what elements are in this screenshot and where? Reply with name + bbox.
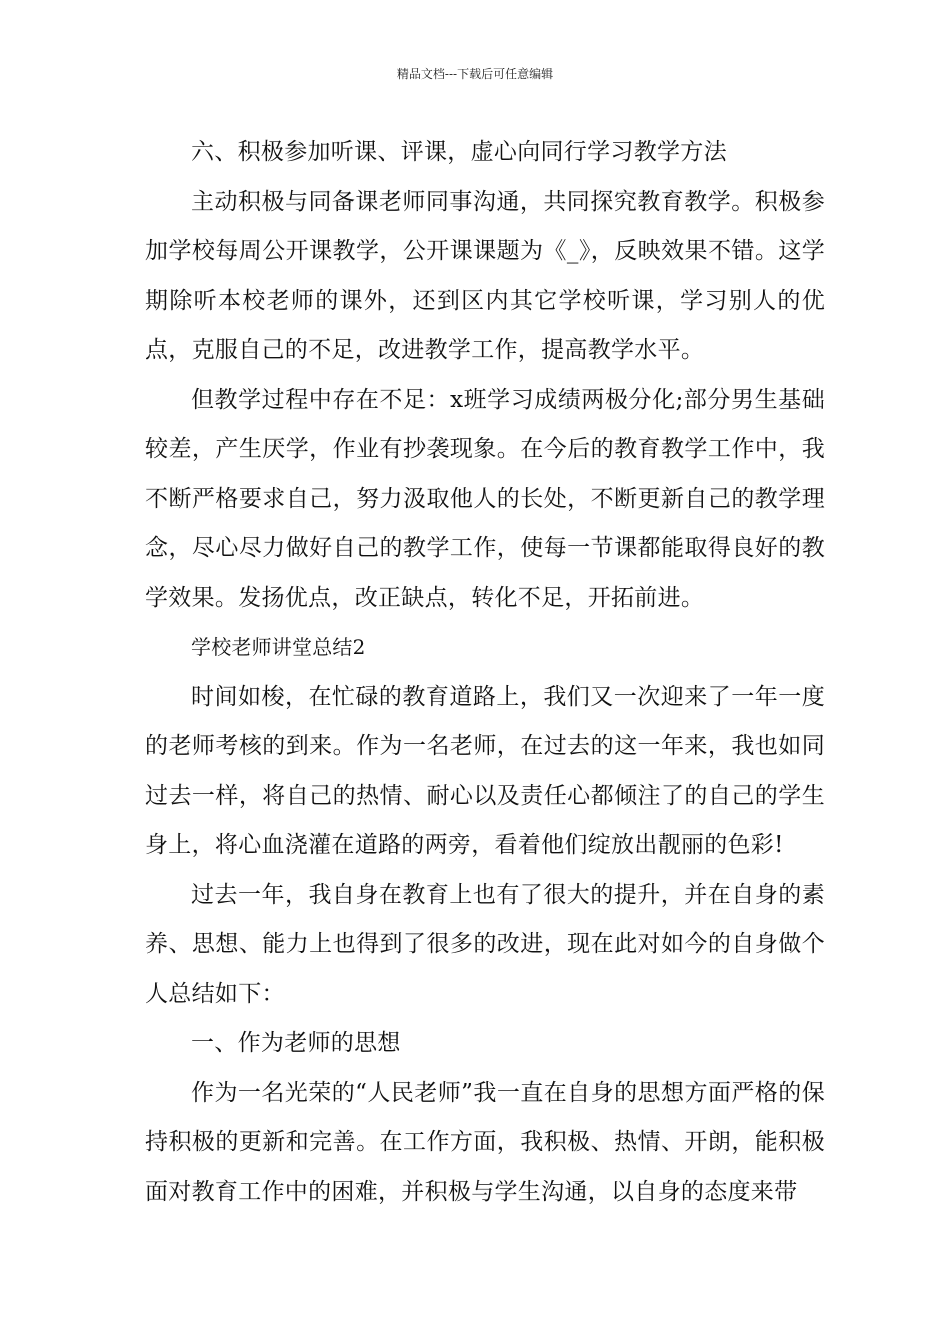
article-title-2: 学校老师讲堂总结2 [191,635,366,659]
document-body [145,128,825,1217]
section-heading-1: 一、作为老师的思想 [191,1030,401,1056]
paragraph-shortcomings: 但教学过程中存在不足：x班学习成绩两极分化;部分男生基础较差，产生厌学，作业有抄袭现象。在今后的教育教学工作中，我不断严格要求自己，努力汲取他人的长处，不断更新自己的教学理念，尽心尽力做好自己的教学工作，使每一节课都能取得良好的教学效果。发扬优点，改正缺点，转化不足，开拓前进。 [145,386,825,611]
section-heading-6: 六、积极参加听课、评课，虚心向同行学习教学方法 [191,139,727,165]
paragraph-lesson-observation: 主动积极与同备课老师同事沟通，共同探究教育教学。积极参加学校每周公开课教学，公开课课题为《_》，反映效果不错。这学期除听本校老师的课外，还到区内其它学校听课，学习别人的优点，克服自己的不足，改进教学工作，提高教学水平。 [145,188,825,363]
paragraph-summary-intro: 过去一年，我自身在教育上也有了很大的提升，并在自身的素养、思想、能力上也得到了很多的改进，现在此对如今的自身做个人总结如下： [145,881,825,1007]
running-header: 精品文档---下载后可任意编辑 [396,67,554,81]
paragraph-ideology: 作为一名光荣的“人民老师”我一直在自身的思想方面严格的保持积极的更新和完善。在工作方面，我积极、热情、开朗，能积极面对教育工作中的困难，并积极与学生沟通，以自身的态度来带 [145,1079,825,1205]
paragraph-intro: 时间如梭，在忙碌的教育道路上，我们又一次迎来了一年一度的老师考核的到来。作为一名老师，在过去的这一年来，我也如同过去一样，将自己的热情、耐心以及责任心都倾注了的自己的学生身上，将心血浇灌在道路的两旁，看着他们绽放出靓丽的色彩! [145,683,825,858]
